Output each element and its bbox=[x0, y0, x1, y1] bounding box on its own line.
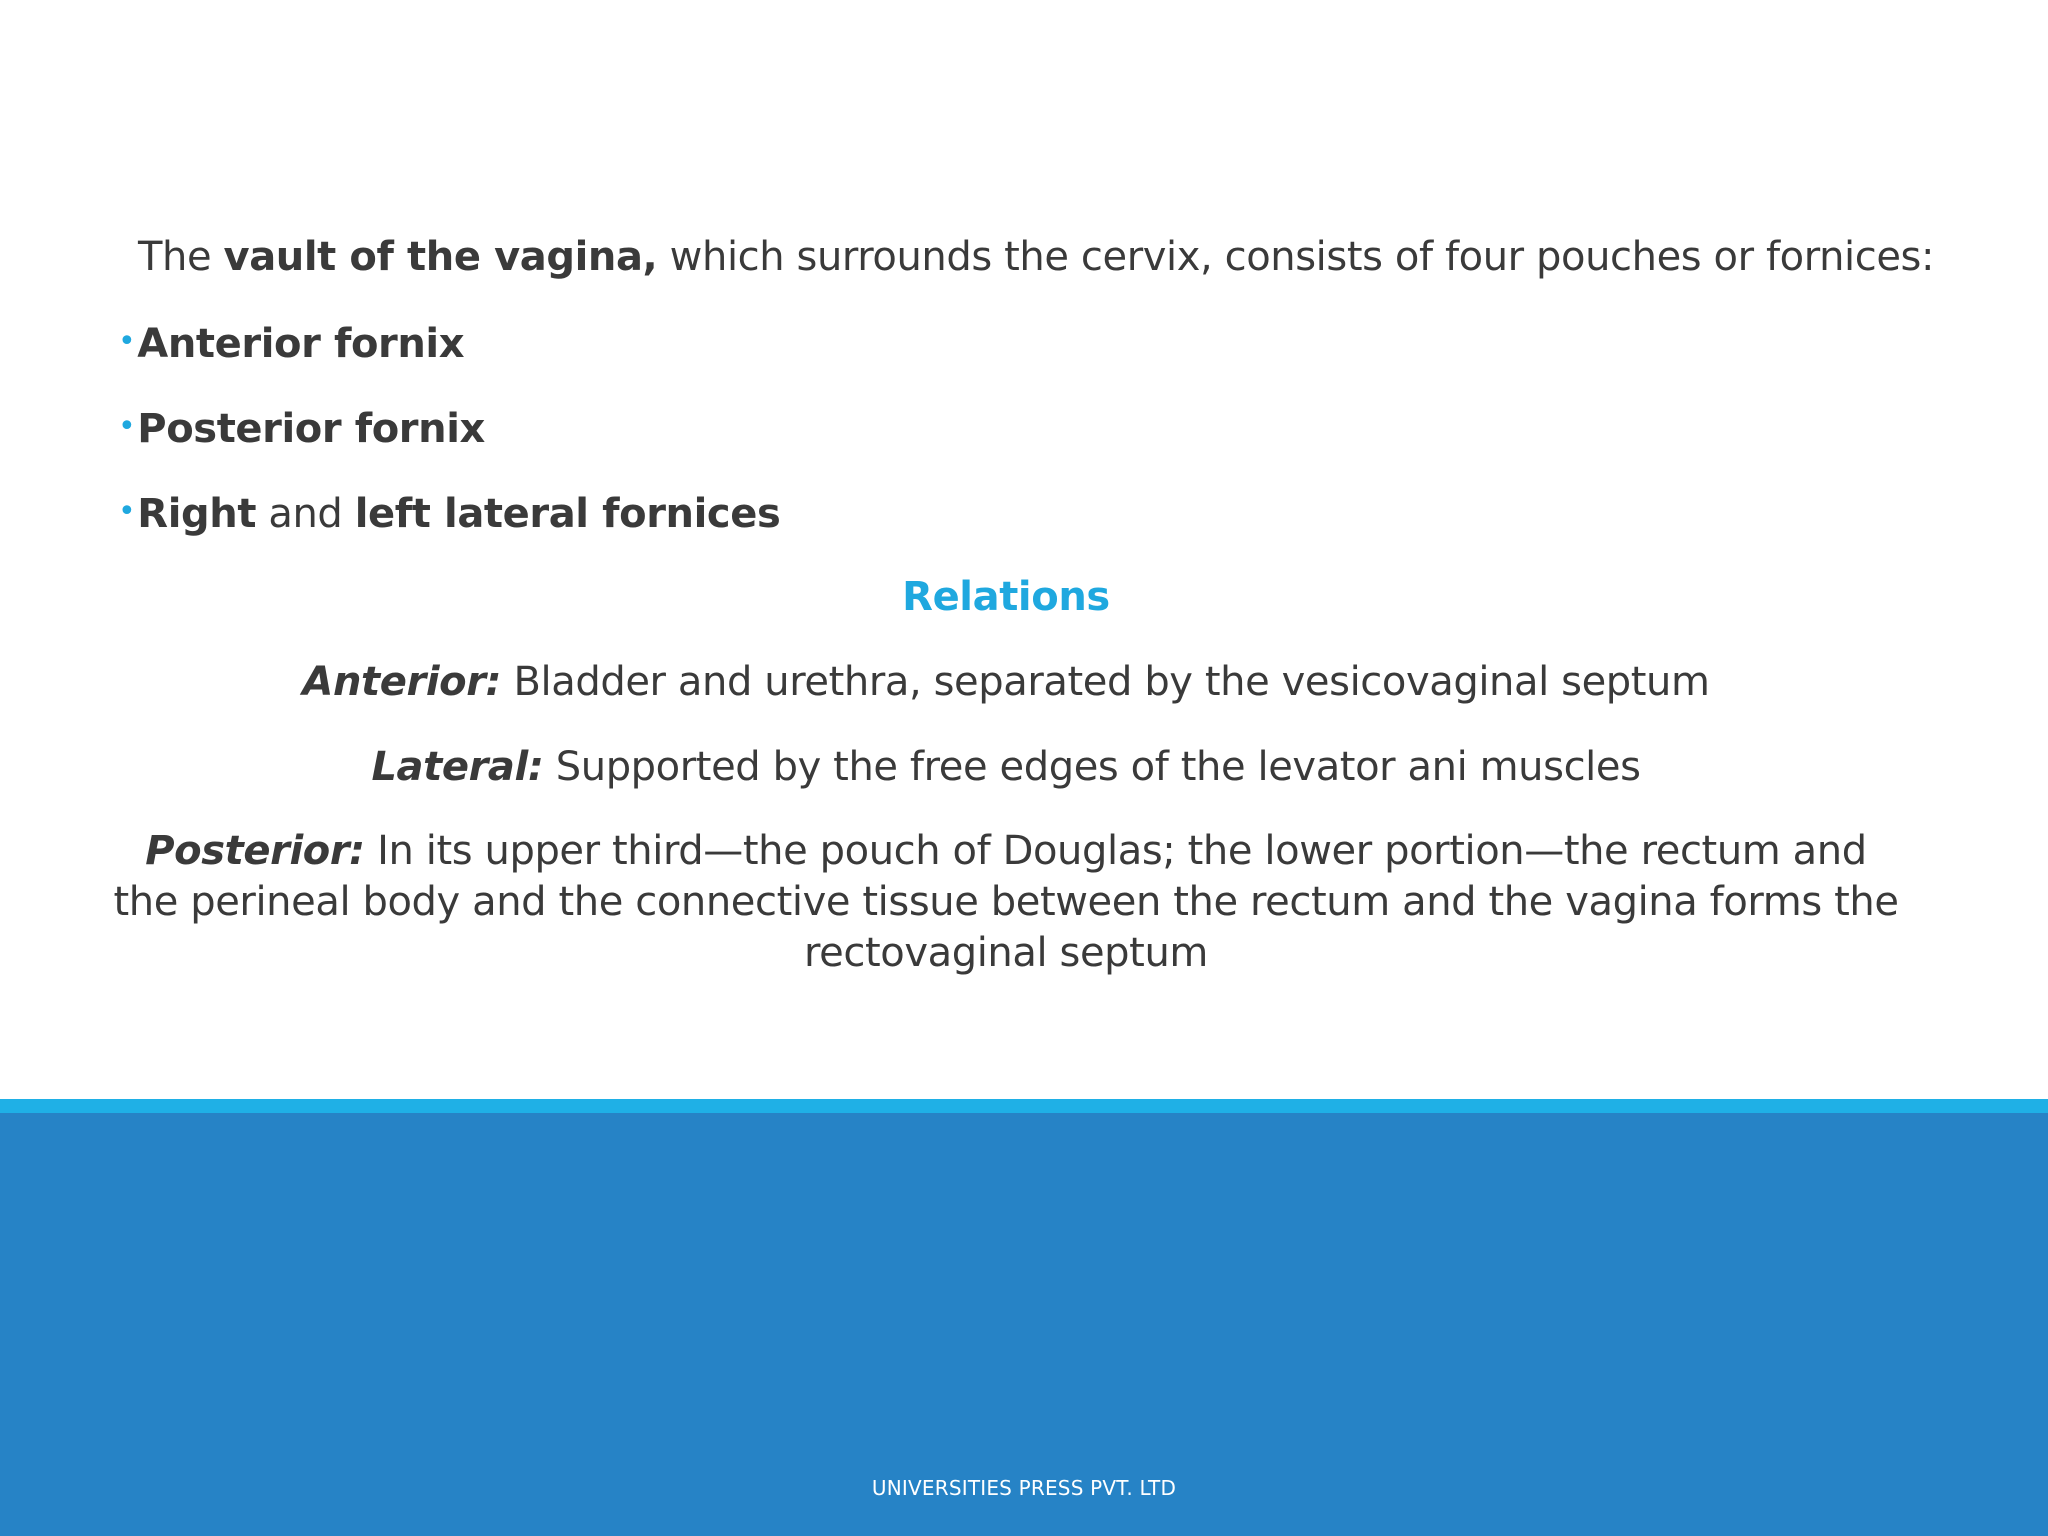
list-item-label-left-lateral: left lateral fornices bbox=[354, 491, 781, 537]
footer-accent-stripe bbox=[0, 1099, 2048, 1113]
relation-lateral-label: Lateral: bbox=[371, 744, 544, 790]
list-item-lateral-fornices bbox=[118, 487, 780, 539]
relation-posterior bbox=[110, 826, 1902, 979]
relation-anterior-text: Bladder and urethra, separated by the vesicovaginal septum bbox=[501, 659, 1710, 705]
relations-heading: Relations bbox=[902, 574, 1110, 620]
list-item-anterior-fornix bbox=[118, 317, 464, 369]
intro-prefix: The bbox=[138, 234, 224, 280]
list-item-label: Posterior fornix bbox=[137, 406, 485, 452]
bullet-icon: • bbox=[118, 409, 136, 444]
list-item-label: Anterior fornix bbox=[137, 321, 465, 367]
relation-lateral-text: Supported by the free edges of the levator ani muscles bbox=[543, 744, 1641, 790]
bullet-icon: • bbox=[118, 494, 136, 529]
intro-paragraph bbox=[138, 232, 1934, 282]
relation-posterior-label: Posterior: bbox=[145, 828, 365, 874]
intro-suffix: which surrounds the cervix, consists of four pouches or fornices: bbox=[657, 234, 1935, 280]
bullet-icon: • bbox=[118, 324, 136, 359]
list-item-connector: and bbox=[256, 491, 355, 537]
relation-lateral bbox=[0, 742, 2012, 793]
list-item-label-right: Right bbox=[137, 491, 257, 537]
relation-anterior bbox=[0, 657, 2012, 708]
relation-anterior-label: Anterior: bbox=[302, 659, 502, 705]
list-item-posterior-fornix bbox=[118, 402, 485, 454]
footer-band bbox=[0, 1113, 2048, 1536]
intro-bold-term: vault of the vagina, bbox=[223, 234, 658, 280]
footer-publisher: UNIVERSITIES PRESS PVT. LTD bbox=[871, 1476, 1177, 1500]
relation-posterior-text: In its upper third—the pouch of Douglas; the lower portion—the rectum and the perineal body and the connective tissue between the rectum and the vagina forms the rectovaginal septum bbox=[113, 828, 1899, 976]
